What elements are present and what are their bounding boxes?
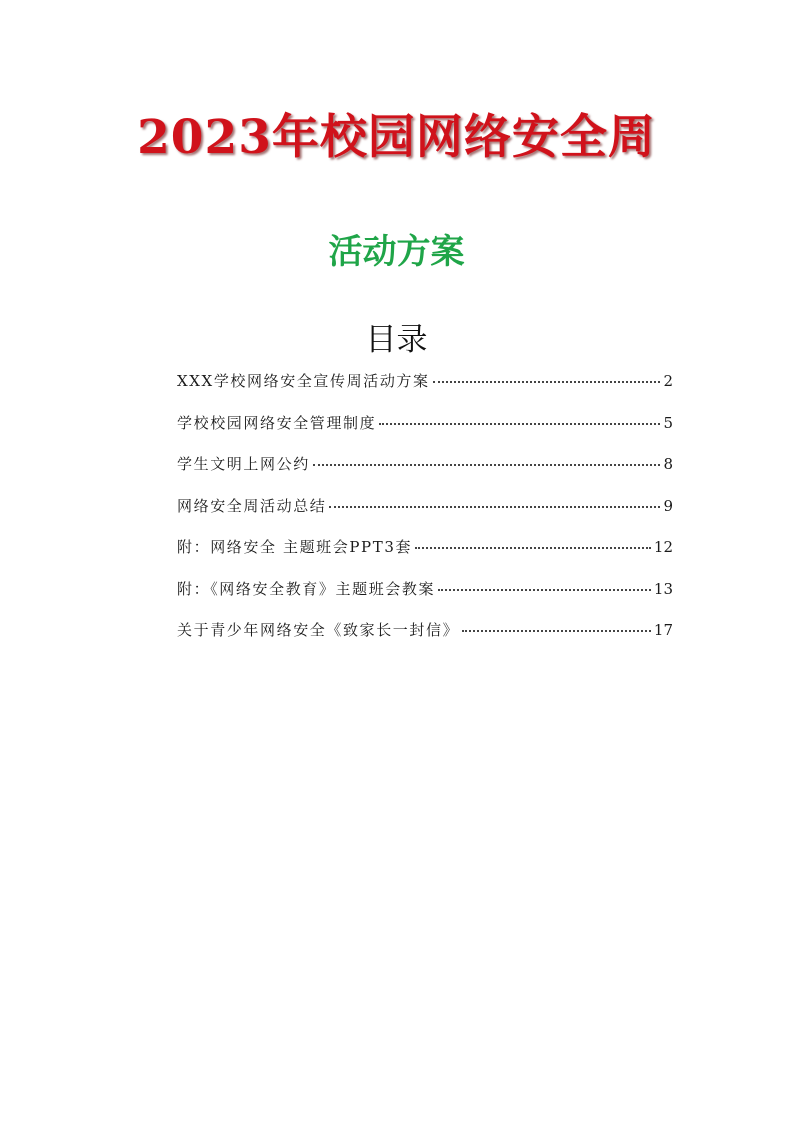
toc-entry[interactable] bbox=[177, 578, 673, 620]
toc-page-number: 5 bbox=[663, 413, 673, 432]
toc-dot-leader bbox=[462, 629, 651, 632]
toc-entry[interactable] bbox=[177, 619, 673, 661]
document-title: 2023年校园网络安全周 bbox=[137, 110, 656, 165]
toc-entry[interactable] bbox=[177, 453, 673, 495]
toc-dot-leader bbox=[379, 422, 660, 425]
toc-dot-leader bbox=[433, 380, 661, 383]
toc-entry-title: XXX学校网络安全宣传周活动方案 bbox=[177, 372, 430, 390]
toc-dot-leader bbox=[415, 546, 651, 549]
document-subtitle: 活动方案 bbox=[328, 232, 465, 272]
toc-entry[interactable] bbox=[177, 412, 673, 454]
toc-entry[interactable] bbox=[177, 370, 673, 412]
toc-entry-title: 学生文明上网公约 bbox=[177, 455, 310, 473]
toc-page-number: 12 bbox=[653, 538, 673, 556]
toc-entry-title: 附：《网络安全教育》主题班会教案 bbox=[177, 579, 436, 598]
toc-heading: 目录 bbox=[365, 322, 428, 358]
toc-dot-leader bbox=[329, 505, 660, 508]
toc-entry[interactable] bbox=[177, 495, 673, 537]
toc-entry-title: 学校校园网络安全管理制度 bbox=[177, 413, 377, 432]
table-of-contents bbox=[177, 370, 673, 661]
toc-entry-title: 网络安全周活动总结 bbox=[177, 496, 327, 515]
toc-page-number: 9 bbox=[663, 496, 673, 515]
toc-page-number: 8 bbox=[663, 455, 673, 473]
toc-page-number: 13 bbox=[653, 579, 673, 598]
toc-dot-leader bbox=[313, 463, 661, 466]
toc-entry-title: 附：网络安全 主题班会PPT3套 bbox=[177, 538, 413, 556]
toc-page-number: 17 bbox=[653, 621, 673, 639]
toc-entry[interactable] bbox=[177, 536, 673, 578]
toc-page-number: 2 bbox=[663, 372, 673, 390]
toc-entry-title: 关于青少年网络安全《致家长一封信》 bbox=[177, 621, 460, 639]
toc-dot-leader bbox=[438, 588, 651, 591]
